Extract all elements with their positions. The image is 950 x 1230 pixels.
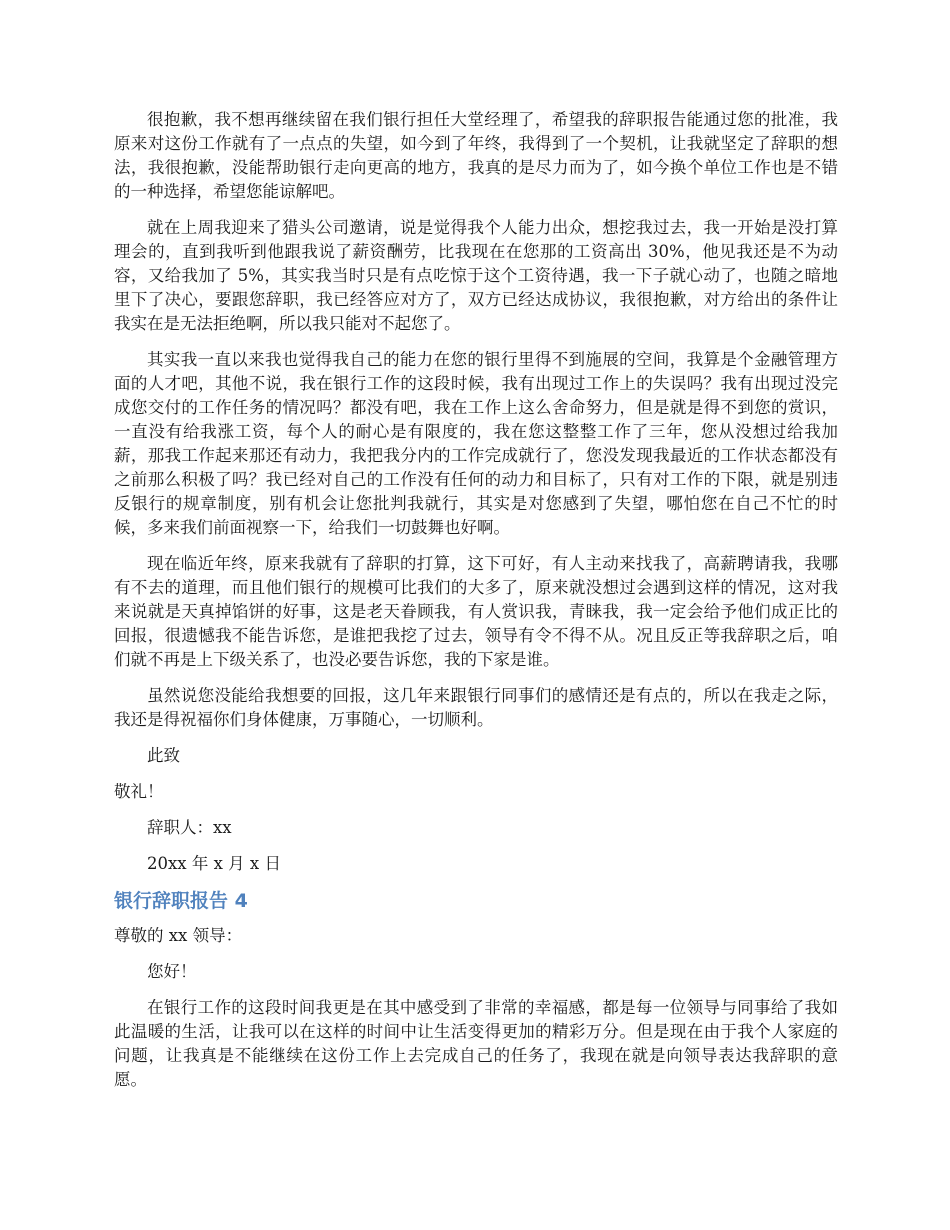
section-heading: 银行辞职报告 4 xyxy=(114,890,248,912)
body-paragraph: 在银行工作的这段时间我更是在其中感受到了非常的幸福感，都是每一位领导与同事给了我如此温暖的生活，让我可以在这样的时间中让生活变得更加的精彩万分。但是现在由于我个人家庭的问题，让我真是不能继续在这份工作上去完成自己的任务了，我现在就是向领导表达我辞职的意愿。 xyxy=(114,998,838,1089)
recipient-line: 尊敬的 xx 领导： xyxy=(114,926,243,945)
salute-line: 敬礼！ xyxy=(114,782,164,801)
greeting-line: 您好！ xyxy=(147,962,197,981)
body-paragraph: 其实我一直以来我也觉得我自己的能力在您的银行里得不到施展的空间，我算是个金融管理方面的人才吧，其他不说，我在银行工作的这段时候，我有出现过工作上的失误吗？我有出现过没完成您交付的工作任务的情况吗？都没有吧，我在工作上这么舍命努力，但是就是得不到您的赏识，一直没有给我涨工资，每个人的耐心是有限度的，我在您这整整工作了三年，您从没想过给我加薪，那我工作起来那还有动力，我把我分内的工作完成就行了，您没发现我最近的工作状态都没有之前那么积极了吗？我已经对自己的工作没有任何的动力和目标了，只有对工作的下限，就是别违反银行的规章制度，别有机会让您批判我就行，其实是对您感到了失望，哪怕您在自己不忙的时候，多来我们前面视察一下，给我们一切鼓舞也好啊。 xyxy=(114,350,838,537)
signature-line: 辞职人：xx xyxy=(147,818,232,837)
body-paragraph: 现在临近年终，原来我就有了辞职的打算，这下可好，有人主动来找我了，高薪聘请我，我哪有不去的道理，而且他们银行的规模可比我们的大多了，原来就没想过会遇到这样的情况，这对我来说就是天真掉馅饼的好事，这是老天眷顾我，有人赏识我，青睐我，我一定会给予他们成正比的回报，很遗憾我不能告诉您，是谁把我挖了过去，领导有令不得不从。况且反正等我辞职之后，咱们就不再是上下级关系了，也没必要告诉您，我的下家是谁。 xyxy=(114,554,838,669)
body-paragraph: 很抱歉，我不想再继续留在我们银行担任大堂经理了，希望我的辞职报告能通过您的批准，我原来对这份工作就有了一点点的失望，如今到了年终，我得到了一个契机，让我就坚定了辞职的想法，我很抱歉，没能帮助银行走向更高的地方，我真的是尽力而为了，如今换个单位工作也是不错的一种选择，希望您能谅解吧。 xyxy=(114,110,838,201)
date-line: 20xx 年 x 月 x 日 xyxy=(147,854,281,873)
body-paragraph: 就在上周我迎来了猎头公司邀请，说是觉得我个人能力出众，想挖我过去，我一开始是没打算理会的，直到我听到他跟我说了薪资酬劳，比我现在在您那的工资高出 30%，他见我还是不为动容，又给我加了 5%，其实我当时只是有点吃惊于这个工资待遇，我一下子就心动了，也随之暗地里下了决心，要跟您辞职，我已经答应对方了，双方已经达成协议，我很抱歉，对方给出的条件让我实在是无法拒绝啊，所以我只能对不起您了。 xyxy=(114,218,838,333)
closing-line: 此致 xyxy=(147,746,180,765)
document-page xyxy=(114,108,838,1104)
body-paragraph: 虽然说您没能给我想要的回报，这几年来跟银行同事们的感情还是有点的，所以在我走之际，我还是得祝福你们身体健康，万事随心，一切顺利。 xyxy=(114,686,838,729)
